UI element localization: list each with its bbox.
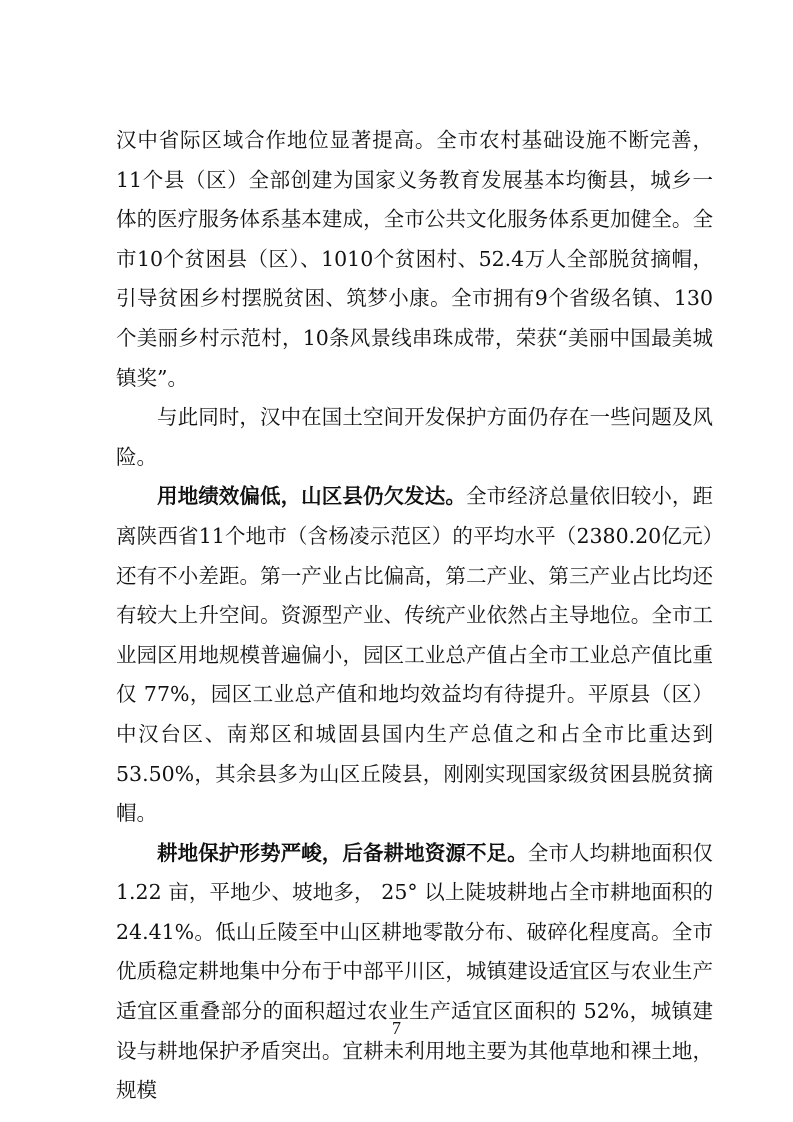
paragraph-4-heading: 耕地保护形势严峻，后备耕地资源不足。 xyxy=(157,840,528,865)
paragraph-1 xyxy=(116,121,713,398)
page-number: 7 xyxy=(392,1018,401,1038)
paragraph-1-text: 汉中省际区域合作地位显著提高。全市农村基础设施不断完善，11个县（区）全部创建为国家义务教育发展基本均衡县，城乡一体的医疗服务体系基本建成，全市公共文化服务体系更加健全。全市10个贫困县（区）、1010个贫困村、52.4万人全部脱贫摘帽，引导贫困乡村摆脱贫困、筑梦小康。全市拥有9个省级名镇、130个美丽乡村示范村，10条风景线串珠成带，荣获“美丽中国最美城镇奖”。 xyxy=(116,128,713,390)
paragraph-4 xyxy=(116,834,713,1111)
paragraph-2 xyxy=(116,398,713,477)
paragraph-3-heading: 用地绩效偏低，山区县仍欠发达。 xyxy=(157,484,466,509)
body-text xyxy=(116,121,713,1111)
paragraph-3-text: 全市经济总量依旧较小，距离陕西省11个地市（含杨凌示范区）的平均水平（2380.20亿元）还有不小差距。第一产业占比偏高，第二产业、第三产业占比均还有较大上升空间。资源型产业、传统产业依然占主导地位。全市工业园区用地规模普遍偏小，园区工业总产值占全市工业总产值比重仅 77%，园区工业总产值和地均效益均有待提升。平原县（区）中汉台区、南郑区和城固县国内生产总值之和占全市比重达到53.50%，其余县多为山区丘陵县，刚刚实现国家级贫困县脱贫摘帽。 xyxy=(116,484,714,826)
paragraph-2-text: 与此同时，汉中在国土空间开发保护方面仍存在一些问题及风险。 xyxy=(116,405,713,469)
paragraph-3 xyxy=(116,477,713,833)
paragraph-4-text: 全市人均耕地面积仅1.22 亩，平地少、坡地多， 25° 以上陡坡耕地占全市耕地面积的24.41%。低山丘陵至中山区耕地零散分布、破碎化程度高。全市优质稳定耕地集中分布于中部平川区，城镇建设适宜区与农业生产适宜区重叠部分的面积超过农业生产适宜区面积的 52%，城镇建设与耕地保护矛盾突出。宜耕未利用地主要为其他草地和裸土地，规模 xyxy=(116,840,714,1103)
